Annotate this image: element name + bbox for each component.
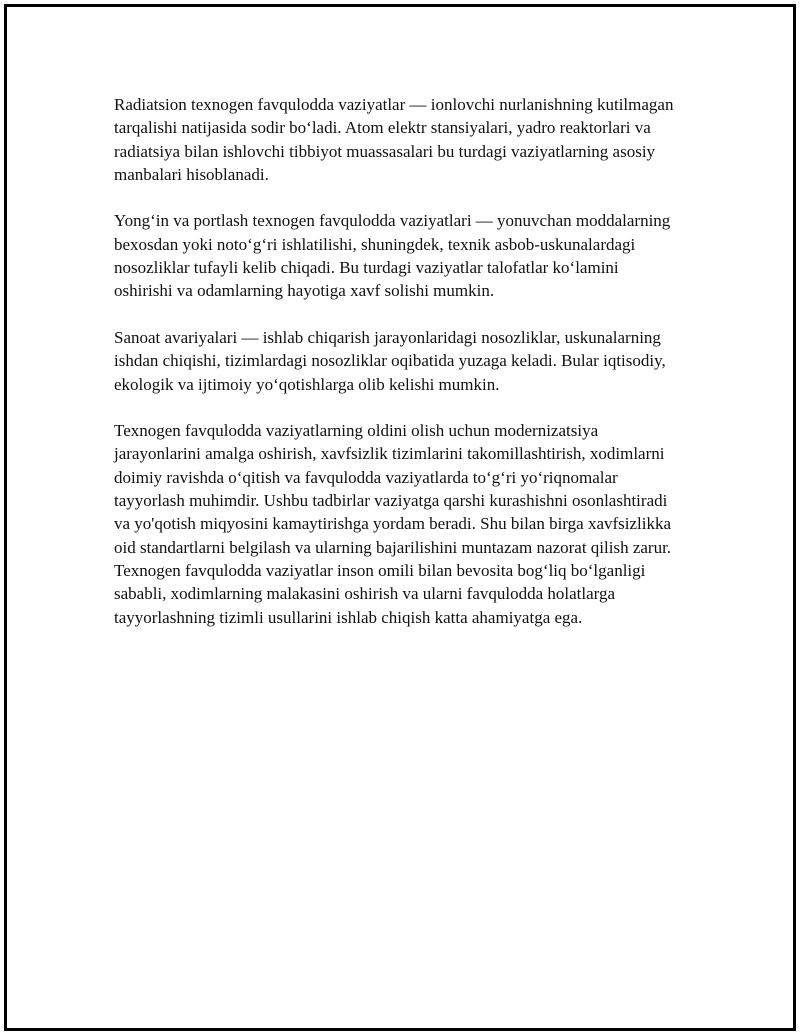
paragraph-radiation: Radiatsion texnogen favqulodda vaziyatlar — ionlovchi nurlanishning kutilmagan tarqalishi natijasida sodir bo‘ladi. Atom elektr stansiyalari, yadro reaktorlari va radiatsiya bilan ishlovchi tibbiyot muassasalari bu turdagi vaziyatlarning asosiy manbalari hisoblanadi. <box>114 95 674 184</box>
paragraph-industrial-accidents: Sanoat avariyalari — ishlab chiqarish jarayonlaridagi nosozliklar, uskunalarning ishdan chiqishi, tizimlardagi nosozliklar oqibatida yuzaga keladi. Bular iqtisodiy, ekologik va ijtimoiy yo‘qotishlarga olib kelishi mumkin. <box>114 327 666 394</box>
paragraph-fire-explosion: Yong‘in va portlash texnogen favqulodda vaziyatlari — yonuvchan moddalarning bexosdan yoki noto‘g‘ri ishlatilishi, shuningdek, texnik asbob-uskunalardagi nosozliklar tufayli kelib chiqadi. Bu turdagi vaziyatlar talofatlar ko‘lamini oshirishi va odamlarning hayotiga xavf solishi mumkin. <box>114 211 671 301</box>
document-body <box>114 93 674 652</box>
paragraph-prevention: Texnogen favqulodda vaziyatlarning oldini olish uchun modernizatsiya jarayonlarini amalga oshirish, xavfsizlik tizimlarini takomillashtirish, xodimlarni doimiy ravishda o‘qitish va favqulodda vaziyatlarda to‘g‘ri yo‘riqnomalar tayyorlash muhimdir. Ushbu tadbirlar vaziyatga qarshi kurashishni osonlashtiradi va yo'qotish miqyosini kamaytirishga yordam beradi. Shu bilan birga xavfsizlikka oid standartlarni belgilash va ularning bajarilishini muntazam nazorat qilish zarur. Texnogen favqulodda vaziyatlar inson omili bilan bevosita bog‘liq bo‘lganligi sababli, xodimlarning malakasini oshirish va ularni favqulodda holatlarga tayyorlashning tizimli usullarini ishlab chiqish katta ahamiyatga ega. <box>114 421 672 627</box>
